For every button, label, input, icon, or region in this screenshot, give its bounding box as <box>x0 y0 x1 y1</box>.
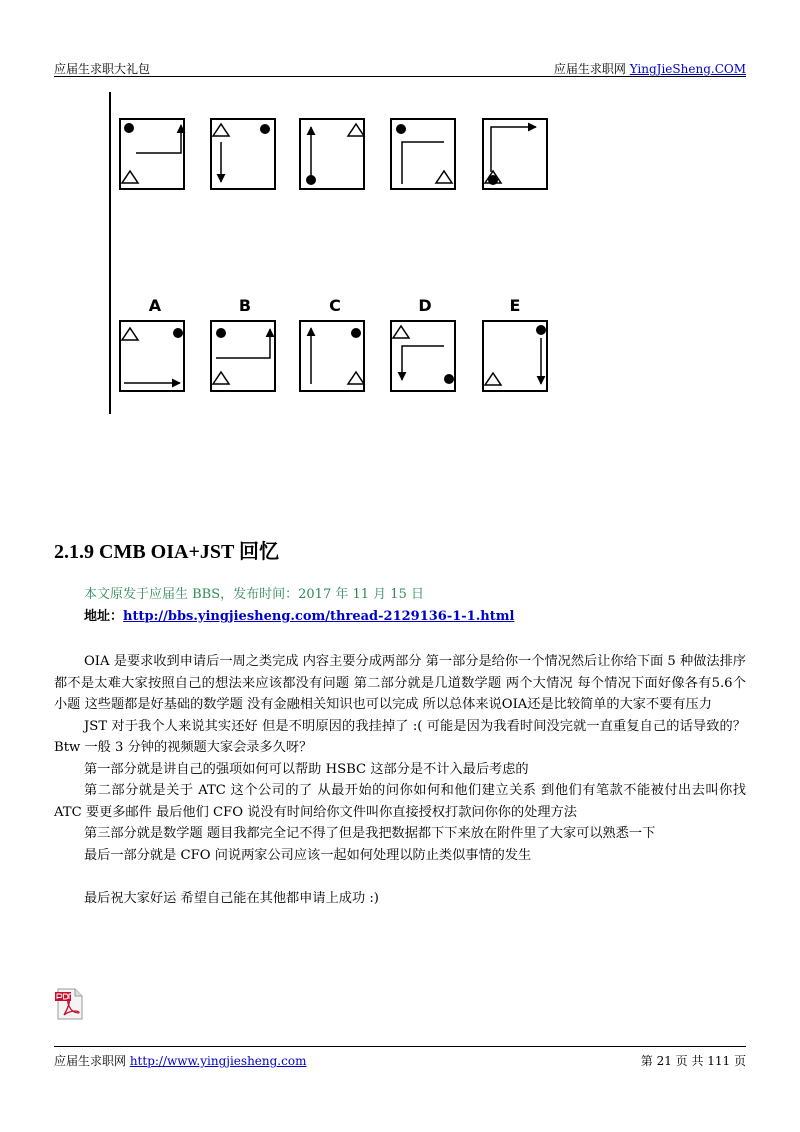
option-label-a: A <box>148 296 162 315</box>
header-site-link[interactable]: YingJieSheng.COM <box>629 62 746 76</box>
paragraph: OIA 是要求收到申请后一周之类完成 内容主要分成两部分 第一部分是给你一个情况然后让你给下面 5 种做法排序 都不是太难大家按照自己的想法来应该都没有问题 第二部分就是几道数学题 两个大情况 每个情况下面好像各有5.6个小题 这些题都是好基础的数学题 没有金融相关知识也可以完成 所以总体来说OIA还是比较简单的大家不要有压力 <box>54 654 746 712</box>
page-header <box>54 60 746 74</box>
footer-site-link[interactable]: http://www.yingjiesheng.com <box>129 1054 307 1068</box>
footer-site: 应届生求职网 http://www.yingjiesheng.com <box>54 1054 307 1068</box>
header-title: 应届生求职大礼包 <box>54 62 151 76</box>
header-site: 应届生求职网 YingJieSheng.COM <box>553 62 746 76</box>
article-body <box>54 651 746 909</box>
paragraph: 第一部分就是讲自己的强项如何可以帮助 HSBC 这部分是不计入最后考虑的 <box>84 761 529 777</box>
paragraph: 第二部分就是关于 ATC 这个公司的了 从最开始的问你如何和他们建立关系 到他们有笔款不能被付出去叫你找 ATC 要更多邮件 最后他们 CFO 说没有时间给你文件叫你直接授权打款问你你的处理方法 <box>54 783 746 820</box>
option-box-a <box>120 321 184 391</box>
address-line: 地址：http://bbs.yingjiesheng.com/thread-2129136-1-1.html <box>84 609 515 624</box>
header-rule <box>54 76 746 77</box>
sequence-box-4 <box>391 119 455 189</box>
sequence-box-3 <box>300 119 364 189</box>
option-label-b: B <box>238 296 252 315</box>
section-title: 2.1.9 CMB OIA+JST 回忆 <box>54 541 279 563</box>
option-box-d <box>391 321 455 391</box>
option-label-c: C <box>329 296 341 315</box>
sequence-box-5 <box>483 119 547 189</box>
paragraph: 第三部分就是数学题 题目我都完全记不得了但是我把数据都下下来放在附件里了大家可以熟悉一下 <box>84 826 656 841</box>
option-label-d: D <box>418 296 432 315</box>
option-label-e: E <box>509 296 521 315</box>
sequence-box-1 <box>120 119 184 189</box>
sequence-box-2 <box>211 119 275 189</box>
page-footer <box>54 1052 746 1066</box>
option-box-e <box>483 321 547 391</box>
page-number: 第 21 页 共 111 页 <box>640 1054 746 1068</box>
paragraph: 最后一部分就是 CFO 问说两家公司应该一起如何处理以防止类似事情的发生 <box>84 847 532 863</box>
option-box-b <box>211 321 275 391</box>
paragraph: JST 对于我个人来说其实还好 但是不明原因的我挂掉了 :( 可能是因为我看时间没完就一直重复自己的话导致的？Btw 一般 3 分钟的视频题大家会录多久呀？ <box>54 718 746 755</box>
paragraph: 最后祝大家好运 希望自己能在其他都申请上成功 :) <box>84 890 379 906</box>
pdf-file-icon[interactable] <box>54 988 86 1020</box>
source-line: 本文原发于应届生 BBS，发布时间：2017 年 11 月 15 日 <box>84 587 424 602</box>
reasoning-puzzle-figure <box>100 92 580 422</box>
address-link[interactable]: http://bbs.yingjiesheng.com/thread-2129136-1-1.html <box>123 609 515 624</box>
option-box-c <box>300 321 364 391</box>
footer-rule <box>54 1046 746 1047</box>
